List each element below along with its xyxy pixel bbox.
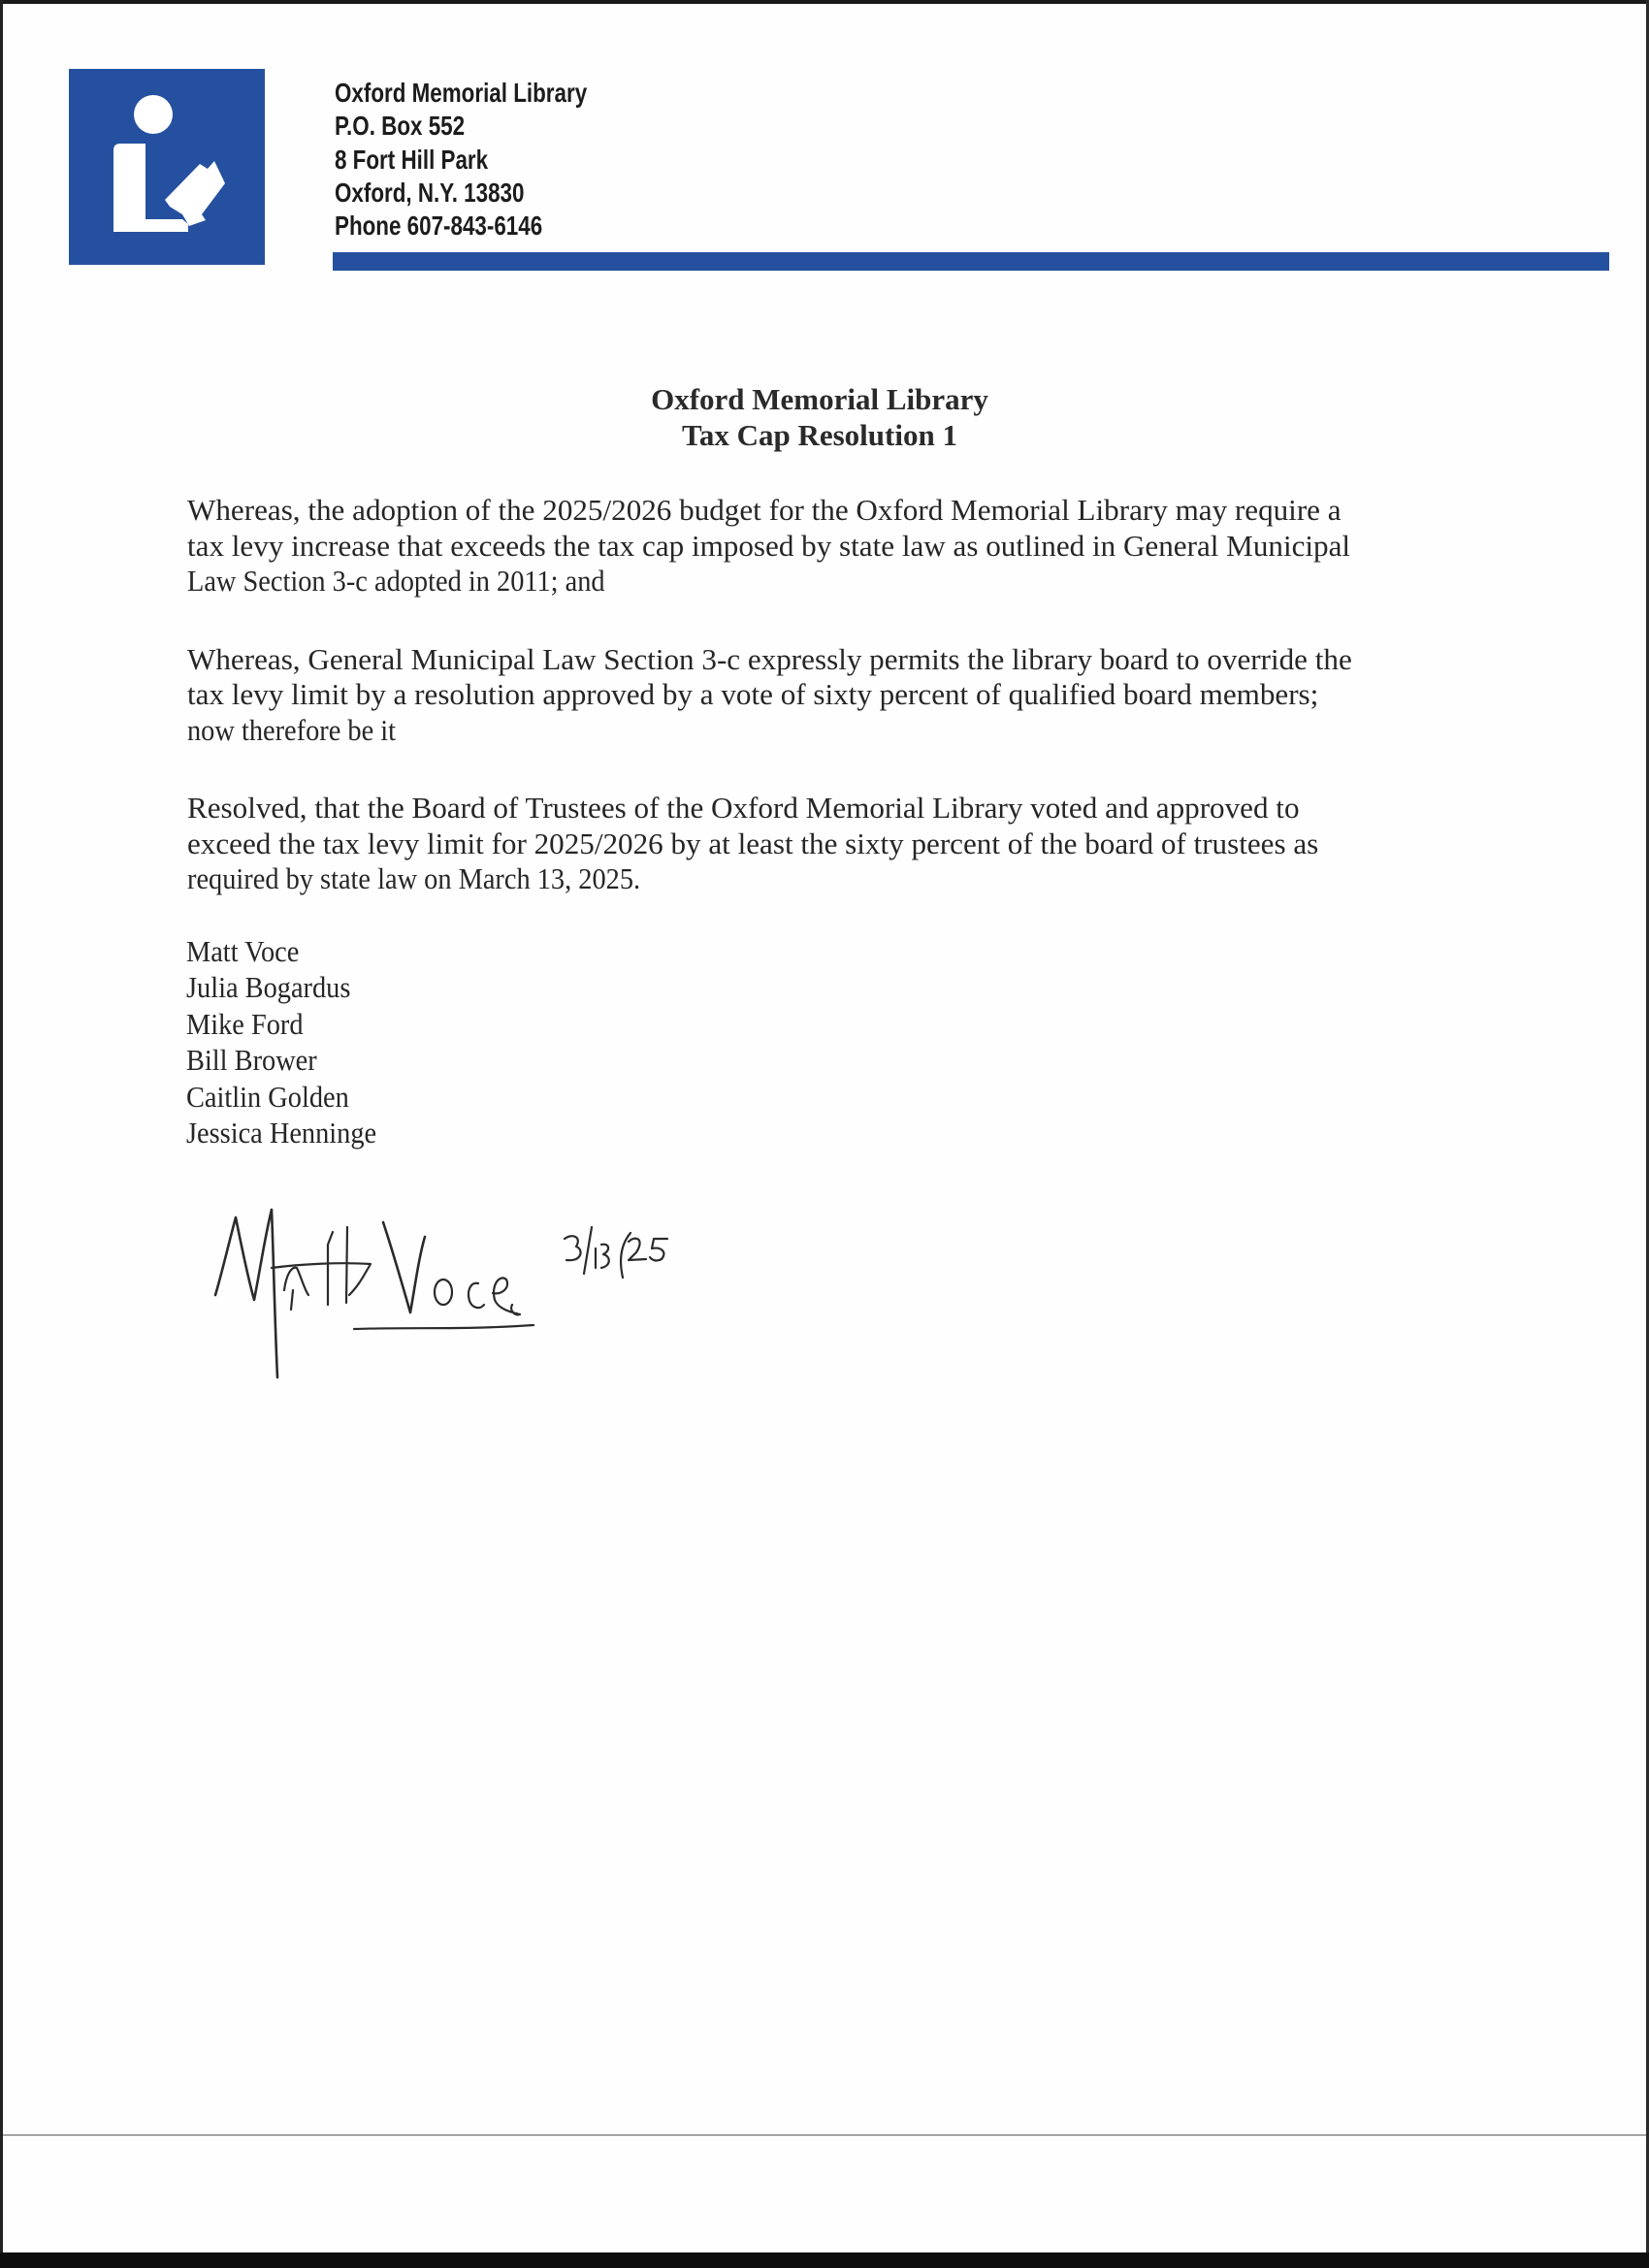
paragraph-1-line-1: Whereas, the adoption of the 2025/2026 budget for the Oxford Memorial Library may require a	[187, 494, 1342, 527]
letterhead-street: 8 Fort Hill Park	[335, 145, 489, 175]
signature-stroke-a	[284, 1268, 308, 1310]
signature-stroke-m	[215, 1210, 277, 1377]
document-subtitle: Tax Cap Resolution 1	[682, 418, 957, 452]
paragraph-1-line-3: Law Section 3-c adopted in 2011; and	[187, 565, 605, 598]
trustee-name: Bill Brower	[186, 1044, 317, 1077]
signature-stroke-o	[435, 1280, 452, 1305]
paragraph-3-line-1: Resolved, that the Board of Trustees of the Oxford Memorial Library voted and approved to	[187, 792, 1300, 825]
paragraph-2-line-2: tax levy limit by a resolution approved by a vote of sixty percent of qualified board members;	[187, 678, 1319, 711]
trustee-name: Jessica Henninge	[186, 1117, 377, 1150]
scanner-edge-bottom	[0, 2252, 1649, 2268]
paragraph-3-line-2: exceed the tax levy limit for 2025/2026 by at least the sixty percent of the board of trustees as	[187, 827, 1319, 860]
letterhead-library-name: Oxford Memorial Library	[335, 78, 588, 108]
letterhead-rule	[333, 252, 1609, 271]
signature-stroke-t1	[328, 1232, 333, 1305]
signature-date-3-13-25	[565, 1227, 667, 1278]
trustee-name: Caitlin Golden	[186, 1081, 349, 1114]
letterhead-city: Oxford, N.Y. 13830	[335, 178, 525, 208]
signature-stroke-e	[493, 1278, 520, 1314]
trustee-name: Matt Voce	[186, 935, 300, 968]
paragraph-3-line-3: required by state law on March 13, 2025.	[187, 862, 641, 895]
trustee-name: Julia Bogardus	[186, 971, 351, 1004]
document-title: Oxford Memorial Library	[651, 382, 988, 416]
paragraph-1-line-2: tax levy increase that exceeds the tax cap imposed by state law as outlined in General Municipal	[187, 530, 1351, 563]
signature-underline	[354, 1325, 534, 1329]
handwritten-signature	[204, 1198, 689, 1382]
letterhead-po-box: P.O. Box 552	[335, 111, 466, 141]
trustee-name: Mike Ford	[186, 1008, 304, 1041]
letterhead-phone: Phone 607-843-6146	[335, 211, 543, 241]
paper-fold-line	[3, 2134, 1646, 2136]
signature-stroke-c	[469, 1283, 484, 1308]
signature-stroke-v	[383, 1222, 425, 1312]
paragraph-2-line-1: Whereas, General Municipal Law Section 3-c expressly permits the library board to override the	[187, 643, 1352, 676]
signature-stroke-t2	[346, 1227, 347, 1303]
paragraph-2-line-3: now therefore be it	[187, 714, 397, 747]
scanner-edge-left	[0, 0, 3, 2268]
library-reader-icon	[69, 69, 265, 265]
logo-background	[69, 69, 265, 265]
logo-head	[134, 95, 173, 134]
scanner-edge-top	[0, 0, 1649, 4]
